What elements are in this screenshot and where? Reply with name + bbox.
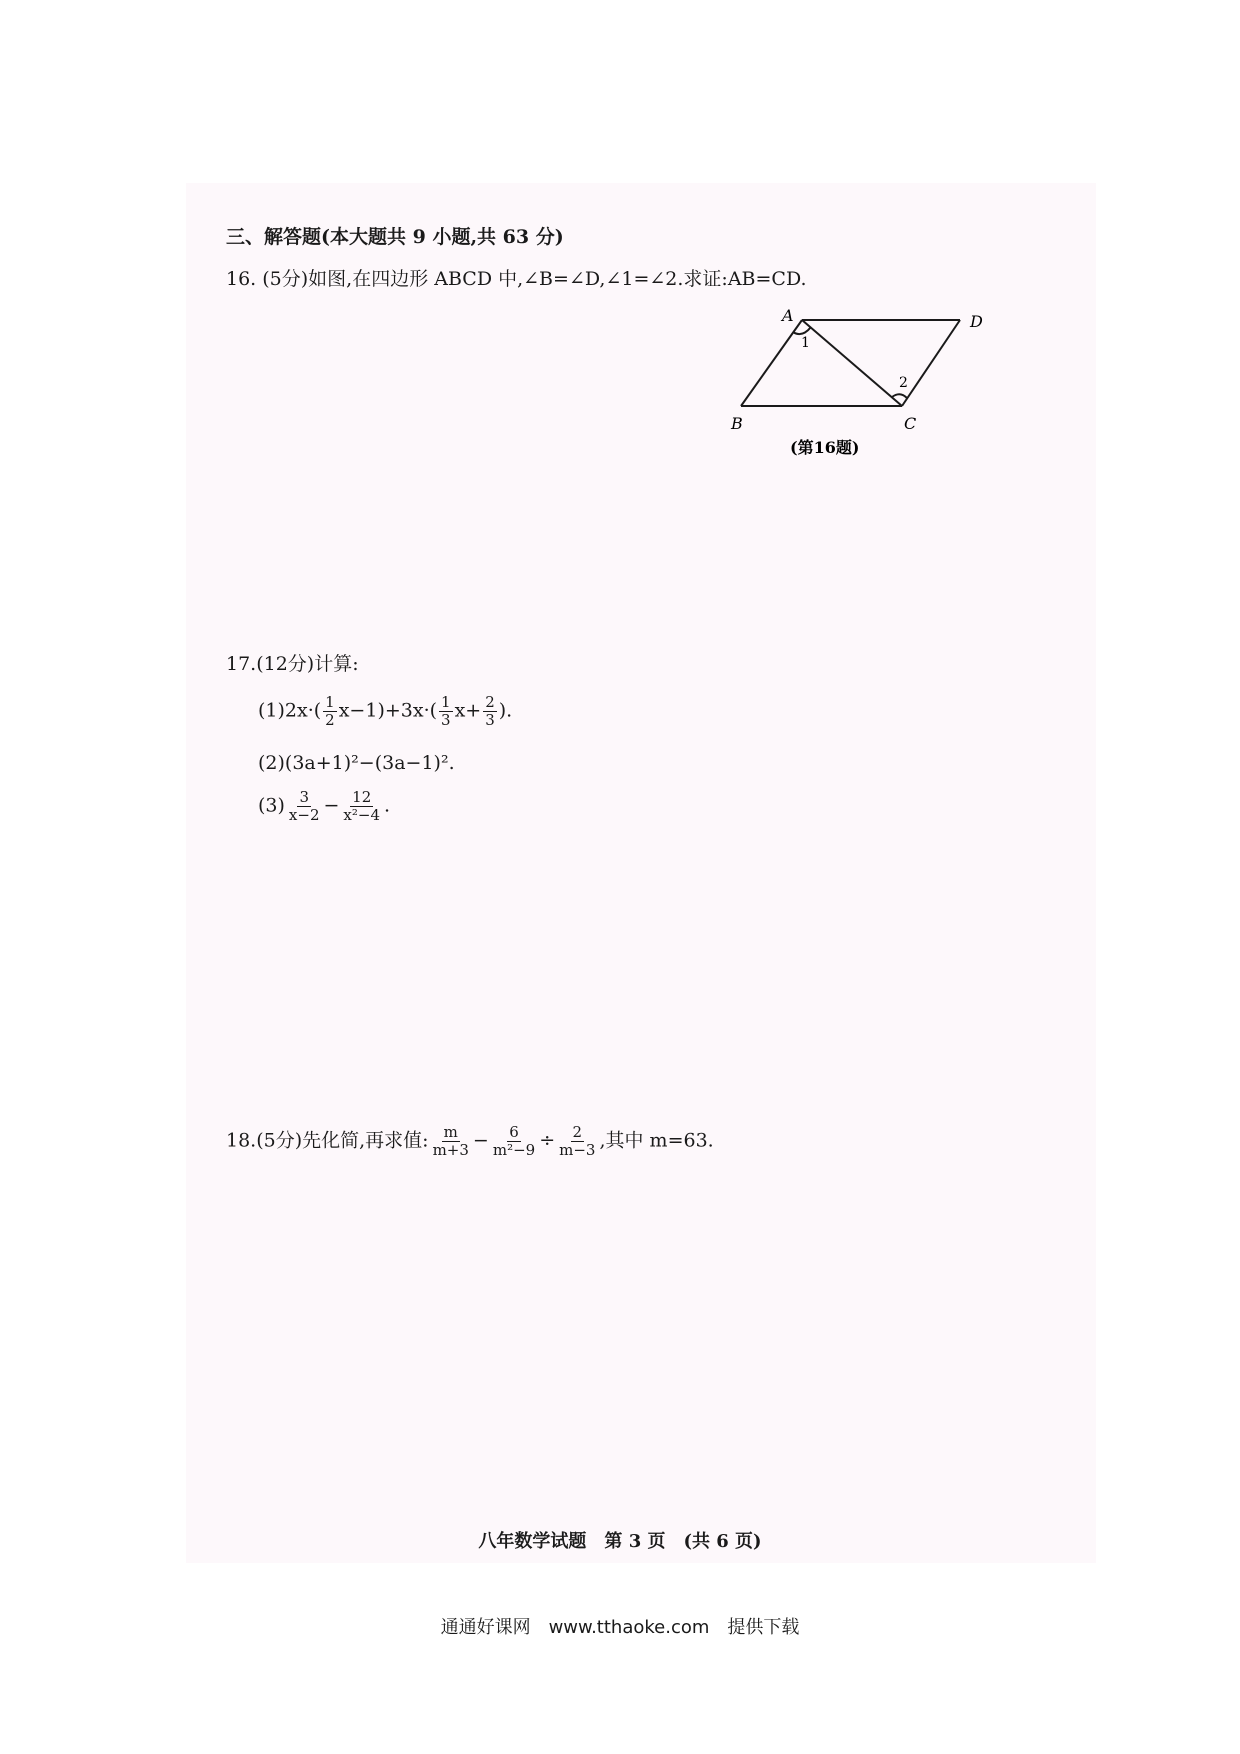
download-watermark: 通通好课网 www.tthaoke.com 提供下载 [440, 1617, 800, 1638]
vertex-d: D [970, 312, 983, 331]
q18-text: 18.(5分)先化简,再求值: $\frac{m}{m+3}$ − $\frac{6}{\text{m²−9}}$ ÷ $\frac{2}{m-3}$ ,其中 m=63. [226, 1123, 714, 1159]
q16-text: 16. (5分)如图,在四边形 ABCD 中,∠B=∠D,∠1=∠2.求证:AB=CD. [226, 268, 807, 290]
page-footer: 八年数学试题 第 3 页 (共 6 页) [478, 1531, 762, 1552]
figure-caption: (第16题) [790, 438, 860, 457]
angle-1-label: 1 [801, 335, 810, 351]
frac-2-over-m-3: $\frac{2}{m-3}$ [559, 1123, 596, 1159]
frac-1-3: $\frac{1}{3}$ [441, 693, 451, 729]
section-heading: 三、解答题(本大题共 9 小题,共 63 分) [226, 226, 564, 248]
frac-12-over-x2-4: $\frac{12}{\text{x²−4}}$ [343, 788, 381, 824]
q17-part1: (1)2x·( $\frac{1}{2}$ x−1)+3x·( $\frac{1}{3}$ x+ $\frac{2}{3}$ ). [258, 693, 513, 729]
vertex-a: A [782, 306, 794, 325]
side-cd [902, 320, 960, 406]
vertex-c: C [904, 414, 917, 433]
q17-part3: (3) $\frac{3}{x-2}$ − $\frac{12}{\text{x²−4}}$ . [258, 788, 391, 824]
angle-2-arc [892, 394, 907, 398]
frac-1-2: $\frac{1}{2}$ [325, 693, 335, 729]
angle-2-label: 2 [899, 375, 908, 391]
vertex-b: B [731, 414, 743, 433]
frac-6-over-m2-9: $\frac{6}{\text{m²−9}}$ [492, 1123, 536, 1159]
frac-m-over-m3: $\frac{m}{m+3}$ [432, 1123, 469, 1159]
diagonal-ac [802, 320, 902, 406]
q17-intro: 17.(12分)计算: [226, 653, 359, 675]
q16-quadrilateral-figure [720, 305, 1010, 460]
frac-2-3: $\frac{2}{3}$ [485, 693, 495, 729]
frac-3-over-x-2: $\frac{3}{x-2}$ [288, 788, 320, 824]
q17-part2: (2)(3a+1)²−(3a−1)². [258, 752, 455, 774]
